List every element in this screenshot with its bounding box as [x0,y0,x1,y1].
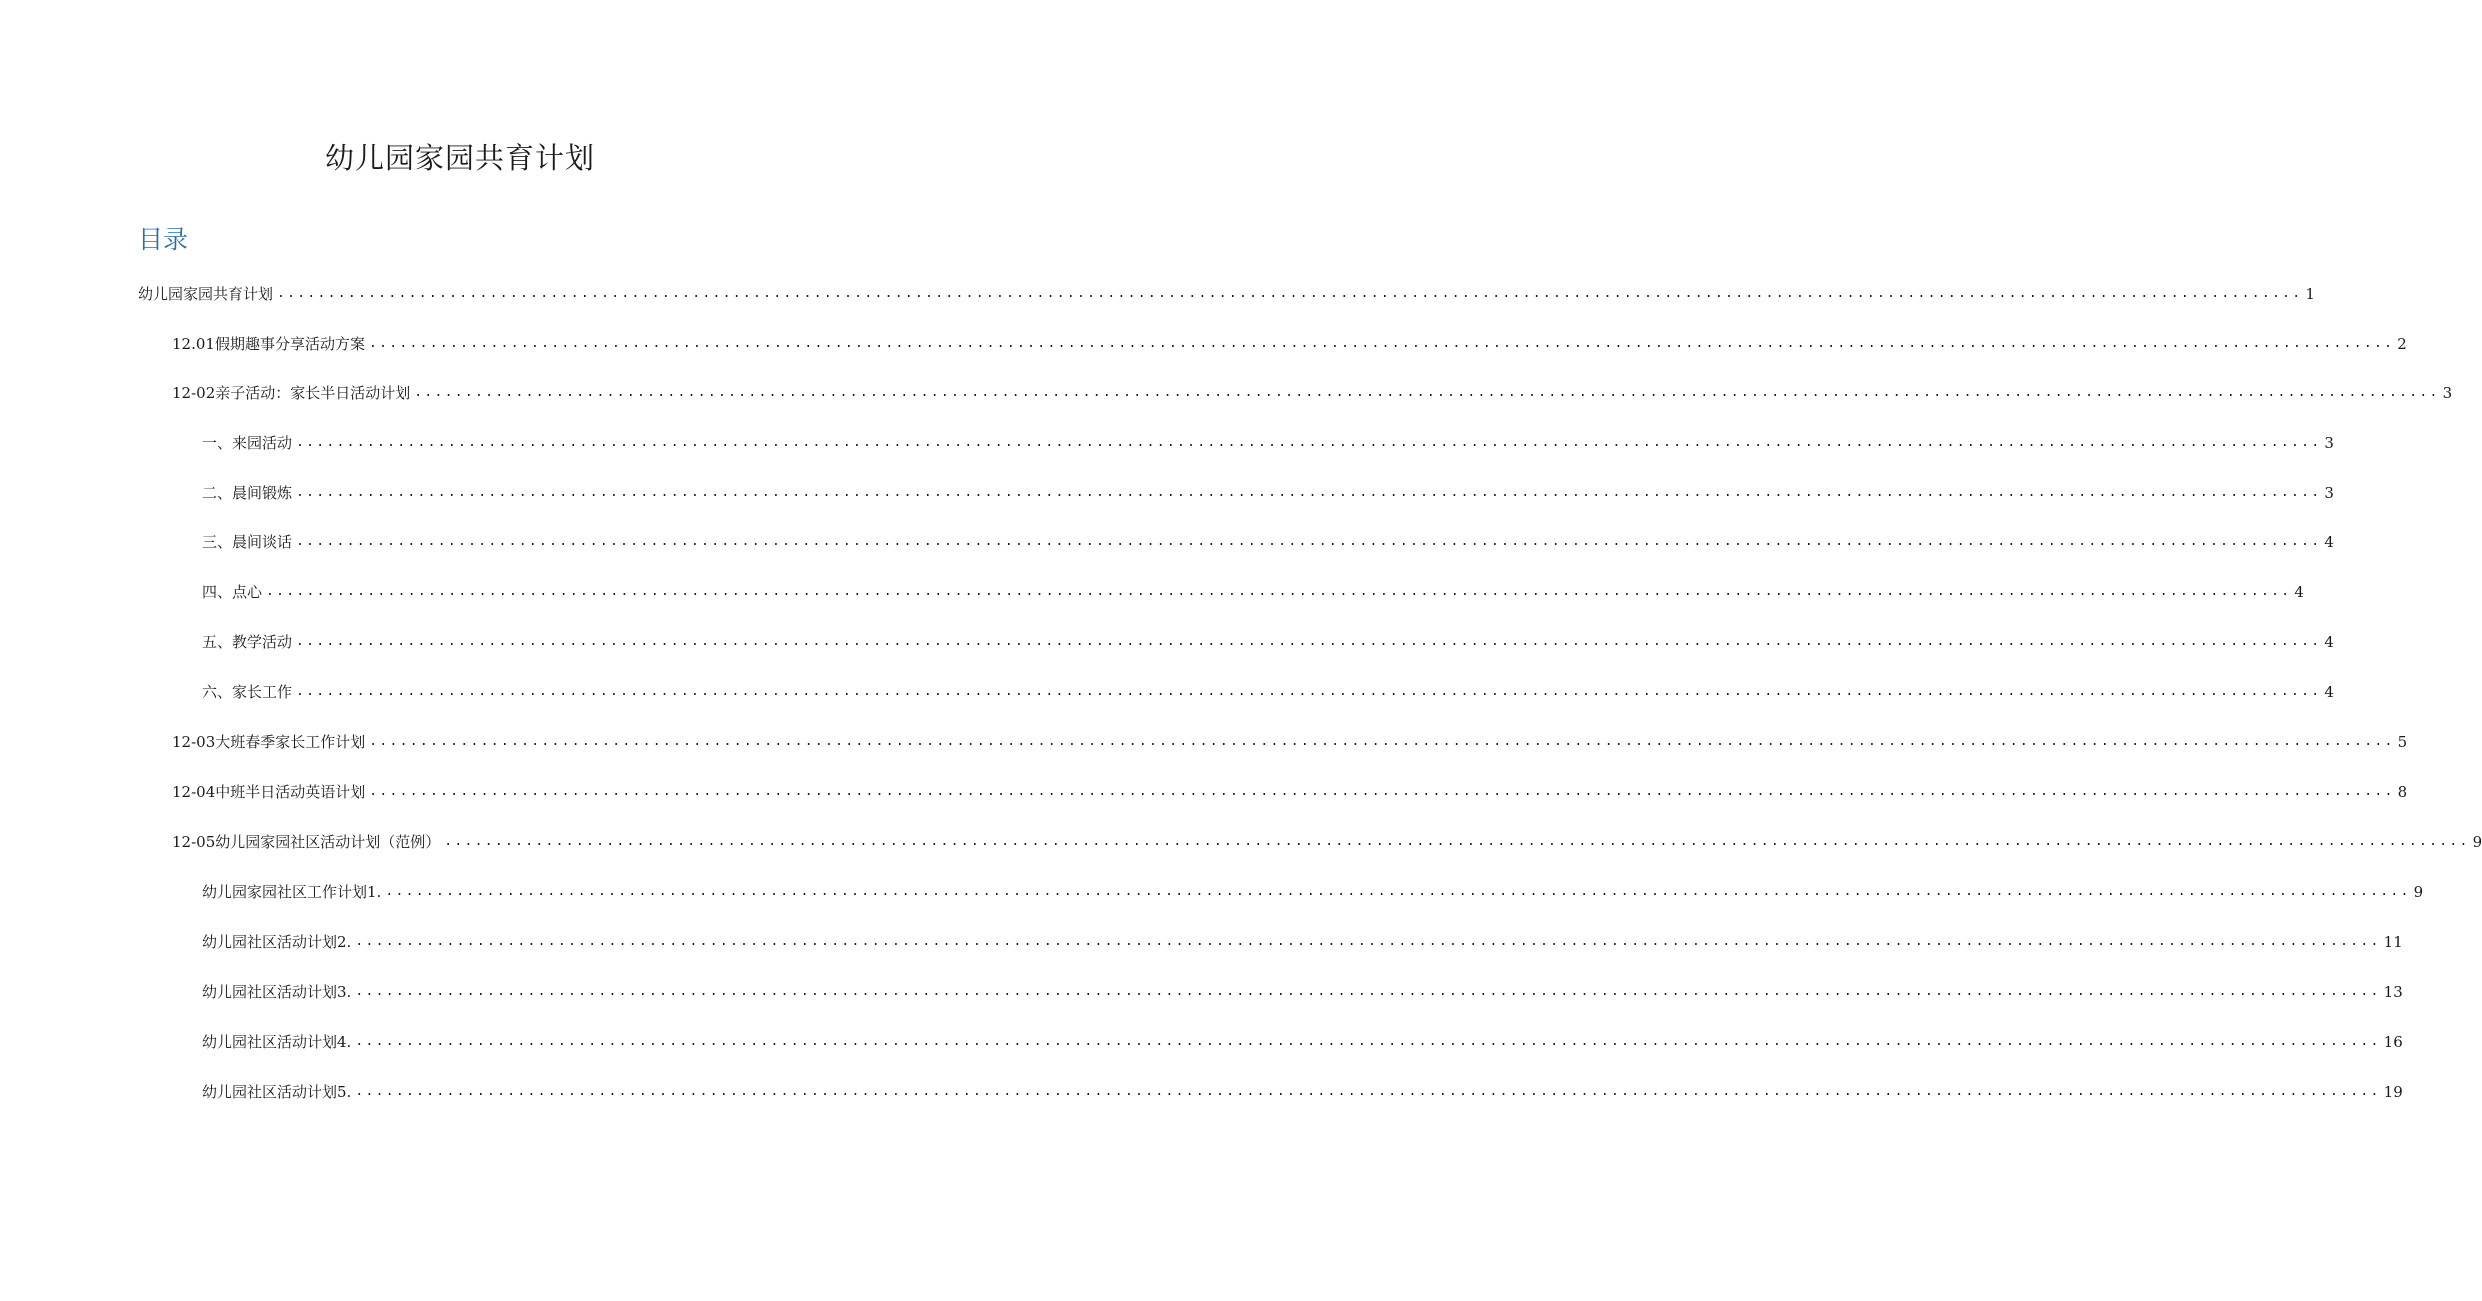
toc-dot-leader: ........................................................................................................................................................................................................ [266,584,2292,599]
toc-entry[interactable] [202,927,2403,957]
toc-entry[interactable] [172,329,2407,359]
toc-dot-leader: ........................................................................................................................................................................................................ [296,684,2322,699]
toc-entry[interactable] [202,577,2304,607]
toc-entry-label: 12.01假期趣事分享活动方案 [172,335,365,353]
toc-entry-label: 六、家长工作 [202,683,293,701]
toc-entry[interactable] [202,478,2334,508]
toc-page-number: 9 [2472,833,2482,851]
toc-dot-leader: ........................................................................................................................................................................................................ [296,634,2322,649]
toc-entry[interactable] [172,827,2482,857]
toc-page-number: 13 [2383,983,2403,1001]
toc-entry-label: 二、晨间锻炼 [202,484,293,502]
toc-dot-leader: ........................................................................................................................................................................................................ [296,485,2322,500]
toc-page-number: 19 [2383,1083,2403,1101]
toc-entry[interactable] [172,378,2453,408]
toc-entry[interactable] [172,777,2408,807]
toc-dot-leader: ........................................................................................................................................................................................................ [355,984,2381,999]
toc-entry[interactable] [202,677,2334,707]
toc-dot-leader: ........................................................................................................................................................................................................ [277,286,2303,301]
toc-page-number: 3 [2324,434,2334,452]
toc-dot-leader: ........................................................................................................................................................................................................ [355,1034,2381,1049]
toc-dot-leader: ........................................................................................................................................................................................................ [385,884,2411,899]
toc-entry[interactable] [202,627,2334,657]
toc-entry-label: 幼儿园社区活动计划4. [202,1033,352,1051]
toc-dot-leader: ........................................................................................................................................................................................................ [296,435,2322,450]
toc-entry-label: 幼儿园家园共育计划 [138,285,274,303]
toc-entry-label: 幼儿园社区活动计划5. [202,1083,352,1101]
toc-entry-label: 幼儿园社区活动计划2. [202,933,352,951]
toc-dot-leader: ........................................................................................................................................................................................................ [369,784,2395,799]
toc-entry-label: 12-03大班春季家长工作计划 [172,733,366,751]
toc-entry-label: 12-04中班半日活动英语计划 [172,783,366,801]
toc-entry[interactable] [202,1027,2403,1057]
toc-entry-label: 12-05幼儿园家园社区活动计划（范例） [172,833,441,851]
toc-page-number: 11 [2383,933,2403,951]
toc-entry-label: 幼儿园家园社区工作计划1. [202,883,382,901]
toc-heading: 目录 [138,225,189,254]
toc-page-number: 16 [2383,1033,2403,1051]
toc-dot-leader: ........................................................................................................................................................................................................ [355,934,2381,949]
toc-entry[interactable] [202,1077,2403,1107]
toc-dot-leader: ........................................................................................................................................................................................................ [355,1084,2381,1099]
toc-page-number: 2 [2397,335,2407,353]
toc-entry-label: 一、来园活动 [202,434,293,452]
toc-dot-leader: ........................................................................................................................................................................................................ [444,834,2470,849]
toc-page-number: 4 [2294,583,2304,601]
toc-page-number: 8 [2397,783,2408,801]
toc-entry[interactable] [138,279,2315,309]
toc-entry[interactable] [172,727,2408,757]
toc-page-number: 5 [2397,733,2408,751]
toc-entry[interactable] [202,877,2424,907]
toc-entry-label: 三、晨间谈话 [202,533,293,551]
toc-dot-leader: ........................................................................................................................................................................................................ [368,336,2395,351]
toc-dot-leader: ........................................................................................................................................................................................................ [414,385,2440,400]
toc-dot-leader: ........................................................................................................................................................................................................ [296,534,2322,549]
toc-page-number: 1 [2305,285,2315,303]
toc-dot-leader: ........................................................................................................................................................................................................ [369,734,2395,749]
document-title: 幼儿园家园共育计划 [324,141,595,175]
toc-entry[interactable] [202,527,2334,557]
toc-entry[interactable] [202,977,2403,1007]
toc-page-number: 4 [2324,533,2334,551]
toc-page-number: 4 [2324,633,2334,651]
toc-page-number: 9 [2413,883,2424,901]
toc-entry-label: 五、教学活动 [202,633,293,651]
toc-page-number: 3 [2442,384,2453,402]
toc-entry-label: 12-02亲子活动：家长半日活动计划 [172,384,411,402]
toc-entry-label: 四、点心 [202,583,263,601]
toc-entry[interactable] [202,428,2334,458]
toc-entry-label: 幼儿园社区活动计划3. [202,983,352,1001]
toc-page-number: 4 [2324,683,2334,701]
toc-page-number: 3 [2324,484,2334,502]
